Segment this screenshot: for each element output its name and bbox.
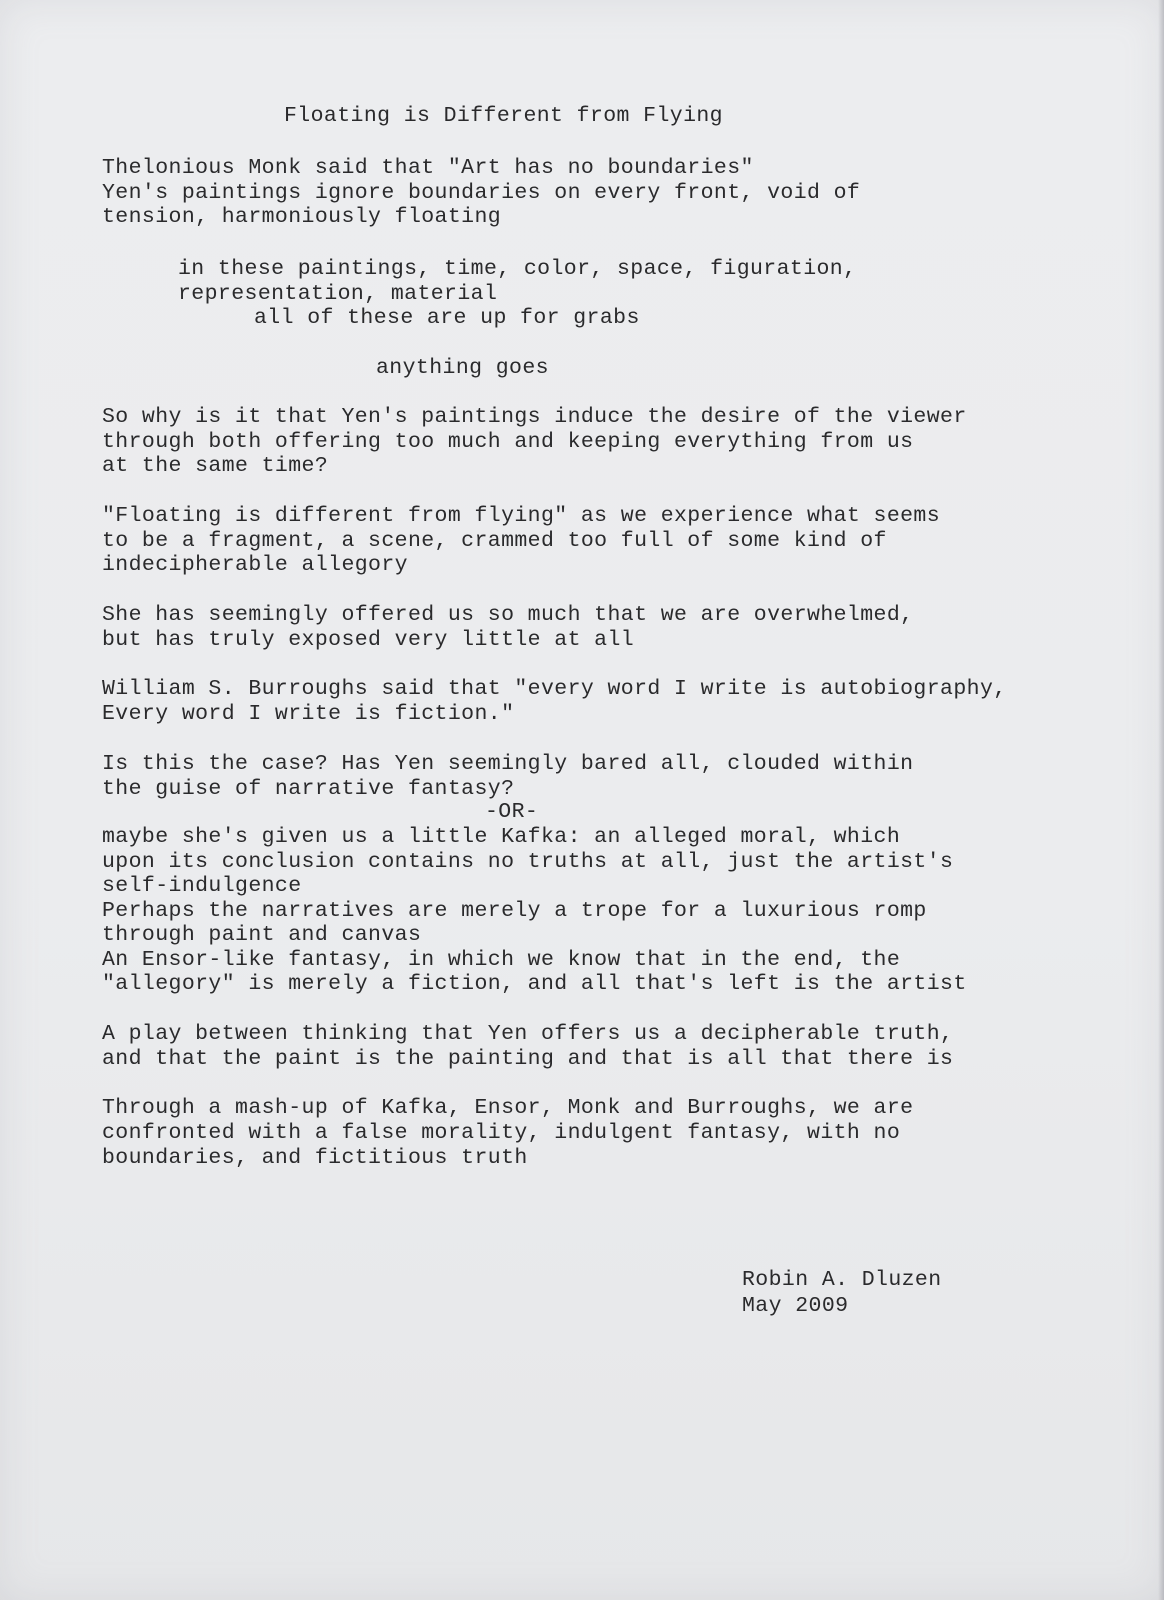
centered-line: anything goes: [376, 356, 549, 380]
paragraph-line: indecipherable allegory: [102, 553, 408, 577]
paragraph-line: Through a mash-up of Kafka, Ensor, Monk and Burroughs, we are: [102, 1096, 914, 1120]
paragraph-line: So why is it that Yen's paintings induce the desire of the viewer: [102, 405, 967, 429]
indented-line: all of these are up for grabs: [254, 306, 640, 330]
paragraph-line: through paint and canvas: [102, 923, 422, 947]
paragraph-line: "allegory" is merely a fiction, and all that's left is the artist: [102, 972, 967, 996]
paragraph-line: Perhaps the narratives are merely a trope for a luxurious romp: [102, 899, 927, 923]
paragraph-line: in these paintings, time, color, space, figuration,: [178, 257, 857, 281]
paragraph-line: William S. Burroughs said that "every word I write is autobiography,: [102, 677, 1007, 701]
paragraph-line: She has seemingly offered us so much that we are overwhelmed,: [102, 603, 914, 627]
paragraph-line: tension, harmoniously floating: [102, 205, 502, 229]
paragraph-line: through both offering too much and keeping everything from us: [102, 430, 914, 454]
or-separator: -OR-: [485, 800, 539, 824]
paragraph-line: Thelonious Monk said that "Art has no boundaries": [102, 156, 754, 180]
paragraph-line: at the same time?: [102, 454, 329, 478]
paragraph-line: the guise of narrative fantasy?: [102, 777, 515, 801]
paragraph-line: upon its conclusion contains no truths at all, just the artist's: [102, 850, 954, 874]
paragraph-line: but has truly exposed very little at all: [102, 628, 635, 652]
paragraph-line: A play between thinking that Yen offers us a decipherable truth,: [102, 1022, 954, 1046]
paragraph-line: to be a fragment, a scene, crammed too full of some kind of: [102, 529, 887, 553]
paragraph-line: "Floating is different from flying" as we experience what seems: [102, 504, 941, 528]
paragraph-line: An Ensor-like fantasy, in which we know that in the end, the: [102, 948, 901, 972]
paragraph-line: Is this the case? Has Yen seemingly bared all, clouded within: [102, 752, 914, 776]
paragraph-line: boundaries, and fictitious truth: [102, 1146, 528, 1170]
paragraph-line: and that the paint is the painting and that is all that there is: [102, 1047, 954, 1071]
document-title: Floating is Different from Flying: [284, 104, 723, 128]
paragraph-line: maybe she's given us a little Kafka: an alleged moral, which: [102, 825, 901, 849]
paragraph-line: Yen's paintings ignore boundaries on every front, void of: [102, 181, 861, 205]
paragraph-line: representation, material: [178, 282, 498, 306]
paragraph-line: self-indulgence: [102, 874, 302, 898]
paragraph-line: confronted with a false morality, indulgent fantasy, with no: [102, 1121, 901, 1145]
author-name: Robin A. Dluzen: [742, 1268, 942, 1292]
paragraph-line: Every word I write is fiction.": [102, 702, 515, 726]
date-line: May 2009: [742, 1294, 849, 1318]
